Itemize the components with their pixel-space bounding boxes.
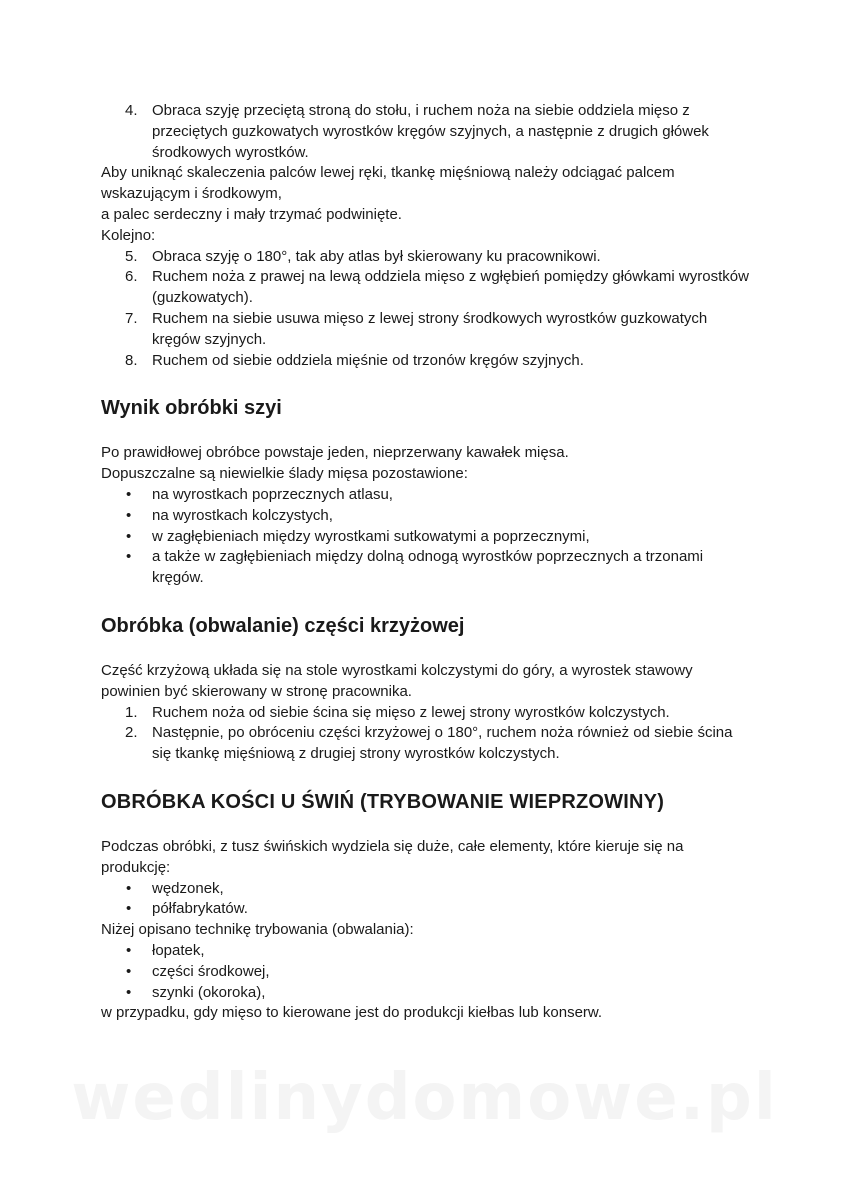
paragraph-next: Kolejno:: [101, 226, 156, 244]
paragraph-technique: Niżej opisano technikę trybowania (obwalania):: [101, 921, 414, 939]
paragraph-safety: Aby uniknąć skaleczenia palców lewej ręki, tkankę mięśniową należy odciągać palcem wskazującym i środkowym,: [101, 164, 675, 203]
list-item: • szynki (okoroka),: [101, 983, 751, 1004]
section-heading-sacrum: Obróbka (obwalanie) części krzyżowej: [101, 614, 465, 637]
list-item: • łopatek,: [101, 941, 751, 962]
watermark: wedlinydomowe.pl: [71, 1061, 778, 1135]
list-item: • na wyrostkach kolczystych,: [101, 506, 751, 527]
paragraph-fingers: a palec serdeczny i mały trzymać podwinięte.: [101, 205, 402, 223]
paragraph-result: Po prawidłowej obróbce powstaje jeden, nieprzerwany kawałek mięsa.: [101, 444, 569, 462]
paragraph-processing: Podczas obróbki, z tusz świńskich wydziela się duże, całe elementy, które kieruje się na produkcję:: [101, 837, 684, 876]
list-item: • a także w zagłębieniach między dolną odnogą wyrostków poprzecznych a trzonami kręgów.: [101, 547, 751, 589]
list-item: • na wyrostkach poprzecznych atlasu,: [101, 485, 751, 506]
numbered-list-sacrum-steps: [101, 703, 751, 765]
list-item: • części środkowej,: [101, 962, 751, 983]
bullet-list-products: [101, 879, 751, 921]
numbered-list-steps-4: [101, 101, 751, 163]
bullet-list-parts: [101, 941, 751, 1003]
list-item: 2. Następnie, po obróceniu części krzyżowej o 180°, ruchem noża również od siebie ścina się tkankę mięśniową z drugiej strony wyrostków kolczystych.: [101, 723, 751, 765]
paragraph-allowed: Dopuszczalne są niewielkie ślady mięsa pozostawione:: [101, 465, 468, 483]
list-item: 5. Obraca szyję o 180°, tak aby atlas był skierowany ku pracownikowi.: [101, 247, 751, 268]
list-item: • wędzonek,: [101, 879, 751, 900]
numbered-list-steps-5-8: [101, 247, 751, 372]
list-item: • półfabrykatów.: [101, 899, 751, 920]
bullet-list-allowed-traces: [101, 485, 751, 589]
section-heading-neck-result: Wynik obróbki szyi: [101, 397, 282, 420]
chapter-heading-pork-deboning: OBRÓBKA KOŚCI U ŚWIŃ (TRYBOWANIE WIEPRZOWINY): [101, 790, 665, 813]
document-page: [101, 101, 751, 1024]
paragraph-sacrum: Część krzyżową układa się na stole wyrostkami kolczystymi do góry, a wyrostek stawowy powinien być skierowany w stronę pracownika.: [101, 661, 693, 700]
list-item: 7. Ruchem na siebie usuwa mięso z lewej strony środkowych wyrostków guzkowatych kręgów szyjnych.: [101, 309, 751, 351]
list-item: 1. Ruchem noża od siebie ścina się mięso z lewej strony wyrostków kolczystych.: [101, 703, 751, 724]
list-item: • w zagłębieniach między wyrostkami sutkowatymi a poprzecznymi,: [101, 527, 751, 548]
list-item: 6. Ruchem noża z prawej na lewą oddziela mięso z wgłębień pomiędzy główkami wyrostków (guzkowatych).: [101, 267, 751, 309]
list-item: 4. Obraca szyję przeciętą stroną do stołu, i ruchem noża na siebie oddziela mięso z przeciętych guzkowatych wyrostków kręgów szyjnych, a następnie z drugich główek środkowych wyrostków.: [101, 101, 751, 163]
list-item: 8. Ruchem od siebie oddziela mięśnie od trzonów kręgów szyjnych.: [101, 351, 751, 372]
paragraph-sausages: w przypadku, gdy mięso to kierowane jest do produkcji kiełbas lub konserw.: [101, 1004, 603, 1022]
